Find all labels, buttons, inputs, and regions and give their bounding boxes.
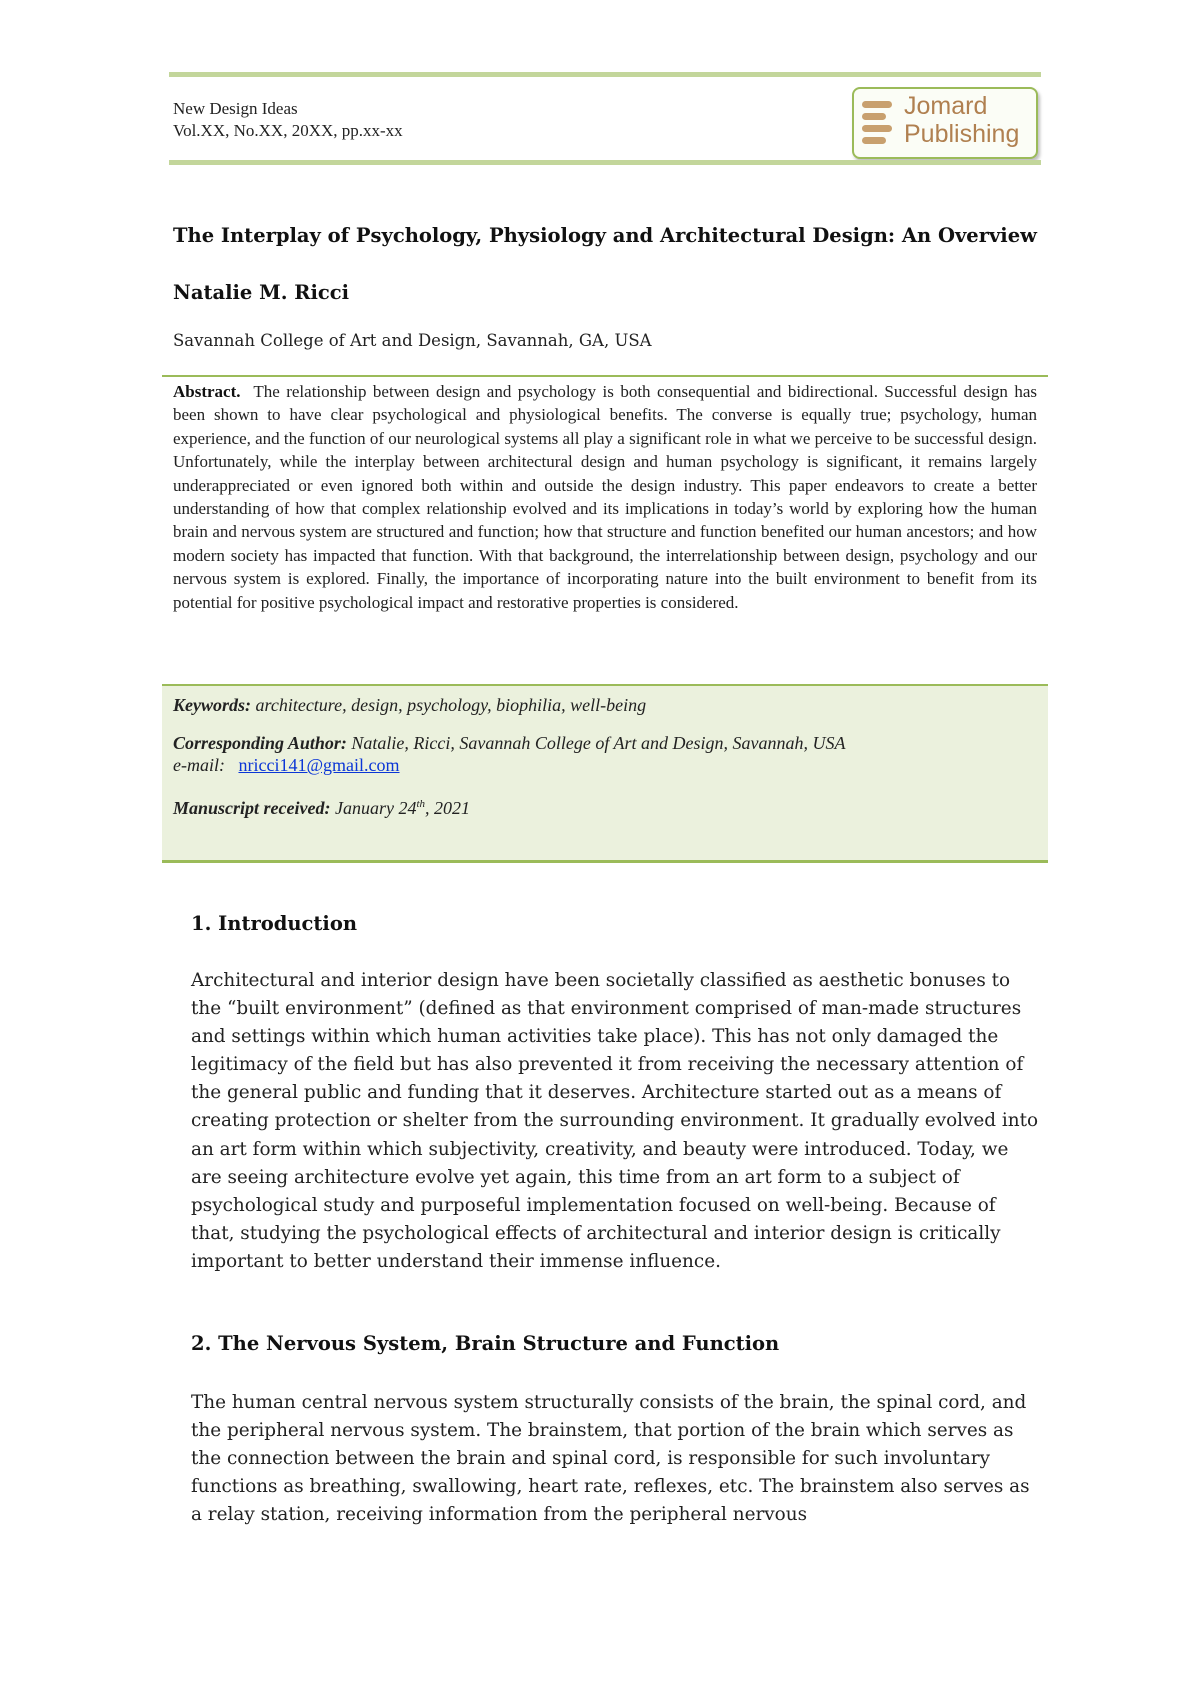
manuscript-received-line xyxy=(173,798,470,819)
keywords-label: Keywords: xyxy=(173,695,251,715)
section-body-nervous-system: The human central nervous system structurally consists of the brain, the spinal cord, and the peripheral nervous system. The brainstem, that portion of the brain which serves as the connection between the brain and spinal cord, is responsible for such involuntary functions as breathing, swallowing, heart rate, reflexes, etc. The brainstem also serves as a relay station, receiving information from the peripheral nervous xyxy=(191,1392,1030,1526)
abstract-top-rule xyxy=(162,375,1048,377)
publisher-logo xyxy=(852,87,1038,159)
corresponding-author-line xyxy=(173,733,846,754)
keywords-line xyxy=(173,695,646,716)
email-link[interactable]: nricci141@gmail.com xyxy=(238,755,400,775)
section-heading-nervous-system: 2. The Nervous System, Brain Structure and Function xyxy=(191,1332,780,1355)
author-affiliation: Savannah College of Art and Design, Savannah, GA, USA xyxy=(173,331,652,350)
received-date-suffix: th xyxy=(416,798,426,810)
journal-issue: Vol.XX, No.XX, 20XX, pp.xx-xx xyxy=(173,121,403,140)
abstract xyxy=(173,380,1037,614)
keywords-value: architecture, design, psychology, biophilia, well-being xyxy=(255,695,647,715)
logo-line2: Publishing xyxy=(904,120,1020,148)
received-year: , 2021 xyxy=(425,798,471,818)
email-label: e-mail: xyxy=(173,755,225,775)
logo-text xyxy=(904,92,1019,148)
abstract-text: The relationship between design and psychology is both consequential and bidirectional. Successful design has been shown to have clear psychological and physiological benefits. The converse is equally true; psychology, human experience, and the function of our neurological systems all play a significant role in what we perceive to be successful design. Unfortunately, while the interplay between architectural design and human psychology is significant, it remains largely underappreciated or even ignored both within and outside the design industry. This paper endeavors to create a better understanding of how that complex relationship evolved and its implications in today’s world by exploring how the human brain and nervous system are structured and function; how that structure and function benefited our human ancestors; and how modern society has impacted that function. With that background, the interrelationship between design, psychology and our nervous system is explored. Finally, the importance of incorporating nature into the built environment to benefit from its potential for positive psychological impact and restorative properties is considered. xyxy=(173,382,1038,612)
stacked-bars-logo-icon xyxy=(862,97,898,149)
section-body-introduction: Architectural and interior design have been societally classified as aesthetic bonuses to the “built environment” (defined as that environment comprised of man-made structures and settings within which human activities take place). This has not only damaged the legitimacy of the field but has also prevented it from receiving the necessary attention of the general public and funding that it deserves. Architecture started out as a means of creating protection or shelter from the surrounding environment. It gradually evolved into an art form within which subjectivity, creativity, and beauty were introduced. Today, we are seeing architecture evolve yet again, this time from an art form to a subject of psychological study and purposeful implementation focused on well-being. Because of that, studying the psychological effects of architectural and interior design is critically important to better understand their immense influence. xyxy=(191,970,1039,1272)
abstract-label: Abstract. xyxy=(173,382,241,401)
corresponding-author-value: Natalie, Ricci, Savannah College of Art and Design, Savannah, USA xyxy=(351,733,846,753)
article-info-box xyxy=(162,684,1048,863)
journal-info xyxy=(173,98,403,142)
email-line xyxy=(173,755,400,776)
corresponding-author-label: Corresponding Author: xyxy=(173,733,347,753)
paper-title: The Interplay of Psychology, Physiology and Architectural Design: An Overview xyxy=(173,224,1037,247)
journal-name: New Design Ideas xyxy=(173,99,298,118)
received-label: Manuscript received: xyxy=(173,798,331,818)
header-top-rule xyxy=(169,72,1041,77)
logo-line1: Jomard xyxy=(904,92,988,120)
author-name: Natalie M. Ricci xyxy=(173,281,350,304)
header-bottom-rule xyxy=(169,160,1041,165)
section-heading-introduction: 1. Introduction xyxy=(191,912,358,935)
received-date: January 24 xyxy=(334,798,417,818)
